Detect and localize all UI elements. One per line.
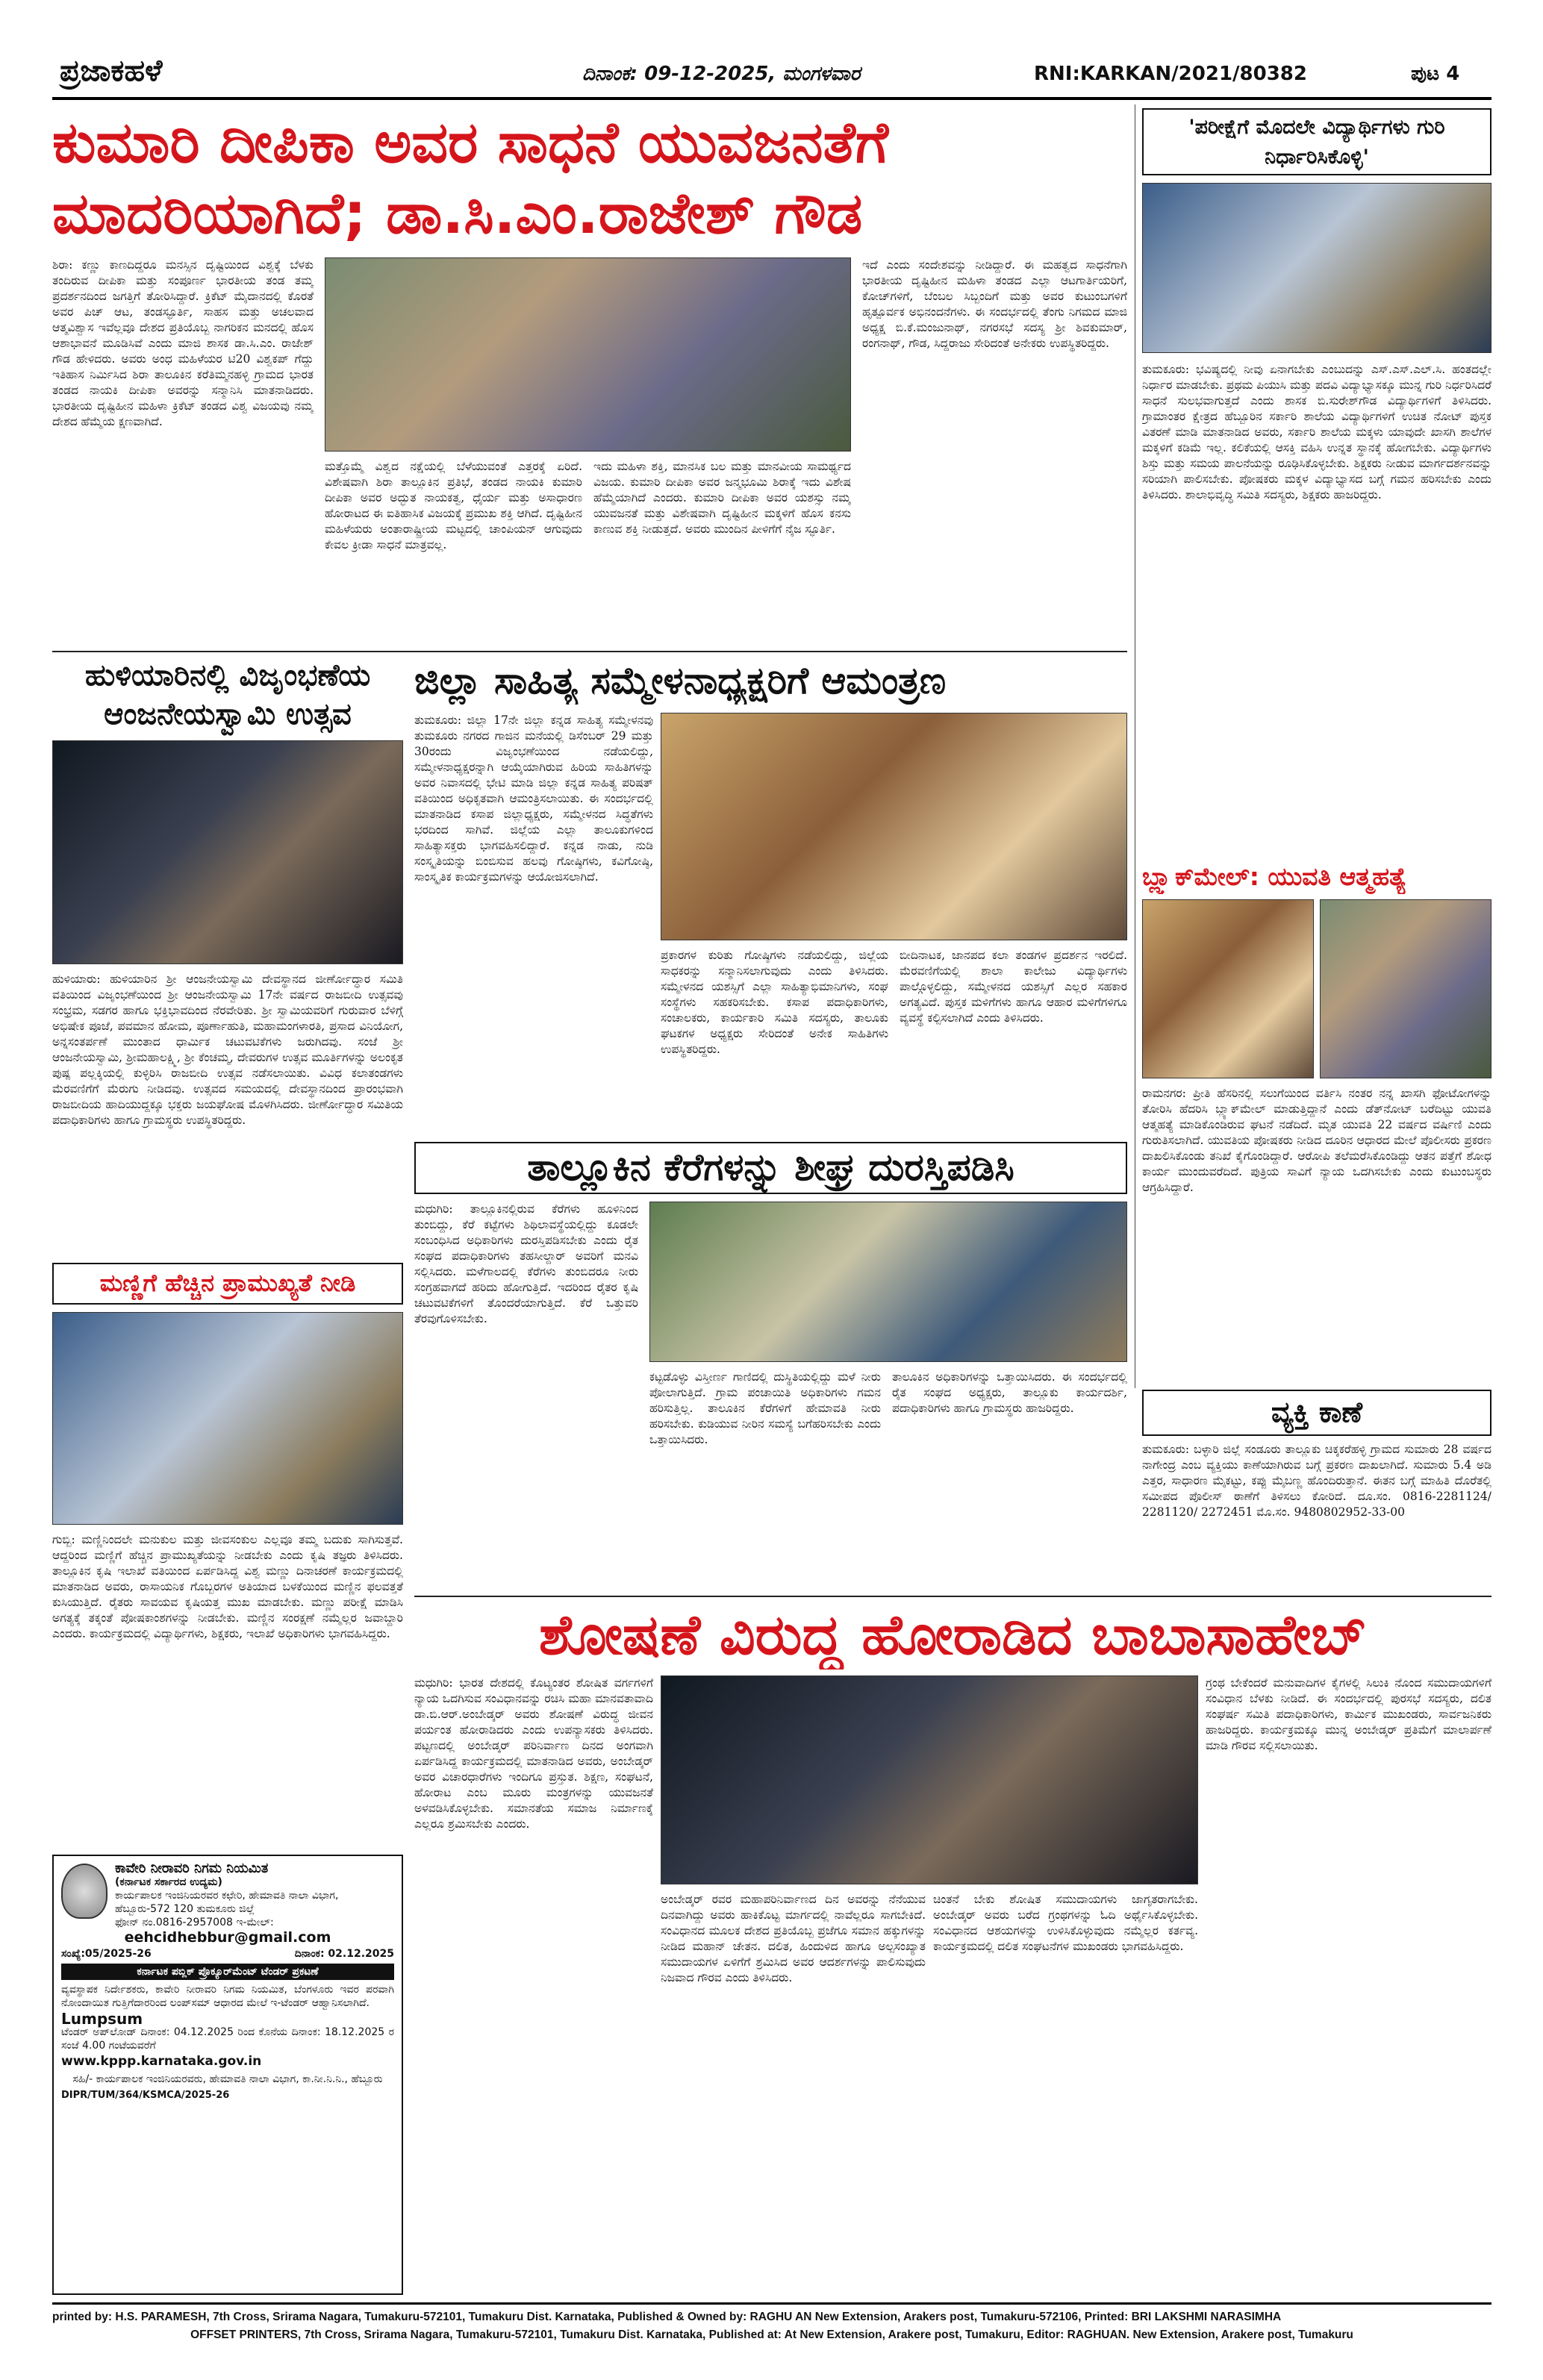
lead-photo — [325, 257, 851, 452]
tender-ref-no: ಸಂಖ್ಯೆ:05/2025-26 — [61, 1948, 152, 1960]
vyakti-body: ತುಮಕೂರು: ಬಳ್ಳಾರಿ ಜಿಲ್ಲೆ ಸಂಡೂರು ತಾಲ್ಲೂಕು ಚಿಕ್ಕಕರೆಹಳ್ಳಿ ಗ್ರಾಮದ ಸುಮಾರು 28 ವರ್ಷದ ನಾಗೇಂದ್ರ ಎಂಬ ವ್ಯಕ್ತಿಯು ಕಾಣೆಯಾಗಿರುವ ಬಗ್ಗೆ ಪ್ರಕರಣ ದಾಖಲಾಗಿದೆ. ಸುಮಾರು 5.4 ಅಡಿ ಎತ್ತರ, ಸಾಧಾರಣ ಮೈಕಟ್ಟು, ಕಪ್ಪು ಮೈಬಣ್ಣ ಹೊಂದಿರುತ್ತಾನೆ. ಈತನ ಬಗ್ಗೆ ಮಾಹಿತಿ ದೊರೆತಲ್ಲಿ ಸಮೀಪದ ಪೊಲೀಸ್ ಠಾಣೆಗೆ ತಿಳಿಸಲು ಕೋರಿದೆ. ದೂ.ಸಂ. 0816-2281124/ 2281120/ 2272451 ಮೊ.ಸಂ. 9480802952-33-00 — [1142, 1443, 1491, 1519]
masthead-rule — [52, 97, 1491, 100]
divider-row4 — [414, 1596, 1491, 1597]
vyakti-headline: ವ್ಯಕ್ತಿ ಕಾಣೆ — [1142, 1390, 1491, 1436]
lead-col1: ಶಿರಾ: ಕಣ್ಣು ಕಾಣದಿದ್ದರೂ ಮನಸ್ಸಿನ ದೃಷ್ಟಿಯಿಂದ ವಿಶ್ವಕ್ಕೆ ಬೆಳಕು ತಂದಿರುವ ದೀಪಿಕಾ ಮತ್ತು ಸಂಪೂರ್ಣ ಭಾರತೀಯ ತಂಡ ತಮ್ಮ ಪ್ರದರ್ಶನದಿಂದ ಜಗತ್ತಿಗೆ ತೋರಿಸಿದ್ದಾರೆ. ಕ್ರಿಕೆಟ್ ಮೈದಾನದಲ್ಲಿ ಕೊರತೆ ಅವರ ಪಿಚ್ ಆಟ, ತಂಡಸ್ಫೂರ್ತಿ, ಸಾಹಸ ಮತ್ತು ಅಚಲವಾದ ಆತ್ಮವಿಶ್ವಾಸ ಇವೆಲ್ಲವೂ ದೇಶದ ಪ್ರತಿಯೊಬ್ಬ ನಾಗರಿಕನ ಮನದಲ್ಲಿ ಹೊಸ ಆಶಾಭಾವನೆ ಮೂಡಿಸಿವೆ ಎಂದು ಮಾಜಿ ಶಾಸಕ ಡಾ.ಸಿ.ಎಂ. ರಾಜೇಶ್ ಗೌಡ ಹೇಳಿದರು. ಅವರು ಅಂಧ ಮಹಿಳೆಯರ ಟಿ20 ವಿಶ್ವಕಪ್ ಗೆದ್ದು ಇತಿಹಾಸ ನಿರ್ಮಿಸಿದ ಶಿರಾ ತಾಲೂಕಿನ ಕರೆತಿಮ್ಮನಹಳ್ಳಿ ಗ್ರಾಮದ ಭಾರತ ತಂಡದ ನಾಯಕಿ ದೀಪಿಕಾ ಅವರನ್ನು ಸನ್ಮಾನಿಸಿ ಮಾತನಾಡಿದರು. ಭಾರತೀಯ ದೃಷ್ಟಿಹೀನ ಮಹಿಳಾ ಕ್ರಿಕೆಟ್ ತಂಡದ ವಿಶ್ವ ವಿಜಯವು ನಮ್ಮ ದೇಶದ ಹೆಮ್ಮೆಯ ಕ್ಷಣವಾಗಿದೆ. — [52, 258, 314, 428]
shoshane-col4: ಗ್ರಂಥ ಬೇಕೆಂದರೆ ಮನುವಾದಿಗಳ ಕೈಗಳಲ್ಲಿ ಸಿಲುಕಿ ನೊಂದ ಸಮುದಾಯಗಳಿಗೆ ಸಂವಿಧಾನ ಬೆಳಕು ನೀಡಿದೆ. ಈ ಸಂದರ್ಭದಲ್ಲಿ ಪುರಸಭೆ ಸದಸ್ಯರು, ದಲಿತ ಸಂಘರ್ಷ ಸಮಿತಿ ಪದಾಧಿಕಾರಿಗಳು, ಕಾರ್ಮಿಕ ಮುಖಂಡರು, ಸಾರ್ವಜನಿಕರು ಹಾಜರಿದ್ದರು. ಕಾರ್ಯಕ್ರಮಕ್ಕೂ ಮುನ್ನ ಅಂಬೇಡ್ಕರ್ ಪ್ರತಿಮೆಗೆ ಮಾಲಾರ್ಪಣೆ ಮಾಡಿ ಗೌರವ ಸಲ್ಲಿಸಲಾಯಿತು. — [1206, 1676, 1491, 1752]
shoshane-col2: ಅಂಬೇಡ್ಕರ್ ರವರ ಮಹಾಪರಿನಿರ್ವಾಣದ ದಿನ ಅವರನ್ನು ನೆನೆಯುವ ದಿನವಾಗಿದ್ದು ಅವರು ಹಾಕಿಕೊಟ್ಟ ಮಾರ್ಗದಲ್ಲಿ ನಾವೆಲ್ಲರೂ ಸಾಗಬೇಕಿದೆ. ಸಂವಿಧಾನದ ಮೂಲಕ ದೇಶದ ಪ್ರತಿಯೊಬ್ಬ ಪ್ರಜೆಗೂ ಸಮಾನ ಹಕ್ಕುಗಳನ್ನು ನೀಡಿದ ಮಹಾನ್ ಚೇತನ. ದಲಿತ, ಹಿಂದುಳಿದ ಹಾಗೂ ಅಲ್ಪಸಂಖ್ಯಾತ ಸಮುದಾಯಗಳ ಏಳಿಗೆಗೆ ಶ್ರಮಿಸಿದ ಅವರ ಆದರ್ಶಗಳನ್ನು ಪಾಲಿಸುವುದು ನಿಜವಾದ ಗೌರವ ಎಂದು ತಿಳಿಸಿದರು. — [661, 1893, 926, 1984]
lead-col3: ಇದು ಮಹಿಳಾ ಶಕ್ತಿ, ಮಾನಸಿಕ ಬಲ ಮತ್ತು ಮಾನವೀಯ ಸಾಮರ್ಥ್ಯದ ವಿಜಯ. ಕುಮಾರಿ ದೀಪಿಕಾ ಅವರ ಜನ್ಮಭೂಮಿ ಶಿರಾಕ್ಕೆ ಇದು ವಿಶೇಷ ಹೆಮ್ಮೆಯಾಗಿದೆ ಎಂದರು. ಕುಮಾರಿ ದೀಪಿಕಾ ಅವರ ಯಶಸ್ಸು ನಮ್ಮ ಯುವಜನತೆ ಮತ್ತು ವಿಶೇಷವಾಗಿ ದೃಷ್ಟಿಹೀನ ಮಕ್ಕಳಿಗೆ ಹೊಸ ಕನಸು ಕಾಣುವ ಶಕ್ತಿ ನೀಡುತ್ತದೆ. ಅವರು ಮುಂದಿನ ಪೀಳಿಗೆಗೆ ನೈಜ ಸ್ಫೂರ್ತಿ. — [593, 460, 851, 536]
tender-org-line1: ಕಾವೇರಿ ನೀರಾವರಿ ನಿಗಮ ನಿಯಮಿತ — [115, 1861, 269, 1876]
tender-office: ಕಾರ್ಯಪಾಲಕ ಇಂಜಿನಿಯರವರ ಕಛೇರಿ, ಹೇಮಾವತಿ ನಾಲಾ ವಿಭಾಗ, ಹೆಬ್ಬೂರು-572 120 ತುಮಕೂರು ಜಿಲ್ಲೆ — [115, 1890, 339, 1915]
sidebar-top-headline: 'ಪರೀಕ್ಷೆಗೆ ಮೊದಲೇ ವಿದ್ಯಾರ್ಥಿಗಳು ಗುರಿ ನಿರ್ಧಾರಿಸಿಕೊಳ್ಳಿ' — [1142, 108, 1491, 175]
blackmail-body: ರಾಮನಗರ: ಪ್ರೀತಿ ಹೆಸರಿನಲ್ಲಿ ಸಲುಗೆಯಿಂದ ವರ್ತಿಸಿ ನಂತರ ನನ್ನ ಖಾಸಗಿ ಫೋಟೋಗಳನ್ನು ತೋರಿಸಿ ಹೆದರಿಸಿ ಬ್ಲ್ಯಾಕ್‌ಮೇಲ್ ಮಾಡುತ್ತಿದ್ದಾನೆ ಎಂದು ಡೆತ್‌ನೋಟ್ ಬರೆದಿಟ್ಟು ಯುವತಿ ಆತ್ಮಹತ್ಯೆ ಮಾಡಿಕೊಂಡಿರುವ ಘಟನೆ ನಡೆದಿದೆ. ಮೃತ ಯುವತಿ 22 ವರ್ಷದ ವರ್ಷಿಣಿ ಎಂದು ಗುರುತಿಸಲಾಗಿದೆ. ಯುವತಿಯ ಪೋಷಕರು ನೀಡಿದ ದೂರಿನ ಆಧಾರದ ಮೇಲೆ ಪೊಲೀಸರು ಪ್ರಕರಣ ದಾಖಲಿಸಿಕೊಂಡು ತನಿಖೆ ಕೈಗೊಂಡಿದ್ದಾರೆ. ಆರೋಪಿ ತಲೆಮರೆಸಿಕೊಂಡಿದ್ದು ಆತನ ಪತ್ತೆಗೆ ಶೋಧ ಕಾರ್ಯ ಮುಂದುವರೆದಿದೆ. ಪುತ್ರಿಯ ಸಾವಿಗೆ ನ್ಯಾಯ ಒದಗಿಸಬೇಕು ಎಂದು ಕುಟುಂಬಸ್ಥರು ಆಗ್ರಹಿಸಿದ್ದಾರೆ. — [1142, 1087, 1491, 1194]
footer-line2: OFFSET PRINTERS, 7th Cross, Srirama Nagara, Tumakuru-572101, Tumakuru Dist. Karnataka, Published at: At New Extension, Arakere post, Tumakuru, Editor: RAGHUAN. New Extension, Arakere post, Tumakuru — [190, 2329, 1353, 2341]
mannu-body: ಗುಬ್ಬಿ: ಮಣ್ಣಿನಿಂದಲೇ ಮನುಕುಲ ಮತ್ತು ಜೀವಸಂಕುಲ ಎಲ್ಲವೂ ತಮ್ಮ ಬದುಕು ಸಾಗಿಸುತ್ತವೆ. ಆದ್ದರಿಂದ ಮಣ್ಣಿಗೆ ಹೆಚ್ಚಿನ ಪ್ರಾಮುಖ್ಯತೆಯನ್ನು ನೀಡಬೇಕು ಎಂದು ಕೃಷಿ ತಜ್ಞರು ತಿಳಿಸಿದರು. ತಾಲ್ಲೂಕಿನ ಕೃಷಿ ಇಲಾಖೆ ವತಿಯಿಂದ ಏರ್ಪಡಿಸಿದ್ದ ವಿಶ್ವ ಮಣ್ಣು ದಿನಾಚರಣೆ ಕಾರ್ಯಕ್ರಮದಲ್ಲಿ ಮಾತನಾಡಿದ ಅವರು, ರಾಸಾಯನಿಕ ಗೊಬ್ಬರಗಳ ಅತಿಯಾದ ಬಳಕೆಯಿಂದ ಮಣ್ಣಿನ ಫಲವತ್ತತೆ ಕುಸಿಯುತ್ತಿದೆ. ರೈತರು ಸಾವಯವ ಕೃಷಿಯತ್ತ ಮುಖ ಮಾಡಬೇಕು. ಮಣ್ಣು ಪರೀಕ್ಷೆ ಮಾಡಿಸಿ ಅಗತ್ಯಕ್ಕೆ ತಕ್ಕಂತೆ ಪೋಷಕಾಂಶಗಳನ್ನು ನೀಡಬೇಕು. ಮಣ್ಣಿನ ಸಂರಕ್ಷಣೆ ನಮ್ಮೆಲ್ಲರ ಜವಾಬ್ದಾರಿ ಎಂದರು. ಕಾರ್ಯಕ್ರಮದಲ್ಲಿ ವಿದ್ಯಾರ್ಥಿಗಳು, ಶಿಕ್ಷಕರು, ಇಲಾಖೆ ಅಧಿಕಾರಿಗಳು ಭಾಗವಹಿಸಿದ್ದರು. — [52, 1533, 403, 1640]
sahitya-col2: ಪ್ರಕಾರಗಳ ಕುರಿತು ಗೋಷ್ಠಿಗಳು ನಡೆಯಲಿದ್ದು, ಜಿಲ್ಲೆಯ ಸಾಧಕರನ್ನು ಸನ್ಮಾನಿಸಲಾಗುವುದು ಎಂದು ತಿಳಿಸಿದರು. ಸಮ್ಮೇಳನದ ಯಶಸ್ಸಿಗೆ ಎಲ್ಲಾ ಸಾಹಿತ್ಯಾಭಿಮಾನಿಗಳು, ಸಂಘ ಸಂಸ್ಥೆಗಳು ಸಹಕರಿಸಬೇಕು. ಕಸಾಪ ಪದಾಧಿಕಾರಿಗಳು, ಸಂಚಾಲಕರು, ಕಾರ್ಯಕಾರಿ ಸಮಿತಿ ಸದಸ್ಯರು, ತಾಲೂಕು ಘಟಕಗಳ ಅಧ್ಯಕ್ಷರು ಸೇರಿದಂತೆ ಅನೇಕ ಸಾಹಿತಿಗಳು ಉಪಸ್ಥಿತರಿದ್ದರು. — [661, 949, 888, 1056]
tender-website[interactable]: www.kppp.karnataka.gov.in — [61, 2054, 262, 2069]
tender-title-bar: ಕರ್ನಾಟಕ ಪಬ್ಲಿಕ್ ಪ್ರೊಕ್ಯೂರ್‌ಮೆಂಟ್ ಟೆಂಡರ್ ಪ್ರಕಟಣೆ — [61, 1964, 394, 1980]
footer-line1: printed by: H.S. PARAMESH, 7th Cross, Srirama Nagara, Tumakuru-572101, Tumakuru Dist. Karnataka, Published & Owned by: RAGHU AN New Extension, Arakers post, Tumakuru-572106, Printed: BRI LAKSHMI NARASIMHA — [52, 2311, 1282, 2323]
tender-emblem-icon — [61, 1864, 107, 1919]
blackmail-photo-right — [1320, 899, 1491, 1078]
tender-org-line2: (ಕರ್ನಾಟಕ ಸರ್ಕಾರದ ಉದ್ಯಮ) — [115, 1876, 222, 1888]
lead-col2: ಮತ್ತೊಮ್ಮೆ ವಿಶ್ವದ ನಕ್ಷೆಯಲ್ಲಿ ಬೆಳೆಯುವಂತೆ ಎತ್ತರಕ್ಕೆ ಏರಿದೆ. ವಿಶೇಷವಾಗಿ ಶಿರಾ ತಾಲ್ಲೂಕಿನ ಪ್ರತಿಭೆ, ತಂಡದ ನಾಯಕಿ ಕುಮಾರಿ ದೀಪಿಕಾ ಅವರ ಅದ್ಭುತ ನಾಯಕತ್ವ, ಧೈರ್ಯ ಮತ್ತು ಅಸಾಧಾರಣ ಹೋರಾಟದ ಈ ಐತಿಹಾಸಿಕ ವಿಜಯಕ್ಕೆ ಪ್ರಮುಖ ಶಕ್ತಿ ಆಗಿದೆ. ದೃಷ್ಟಿಹೀನ ಮಹಿಳೆಯರು ಅಂತಾರಾಷ್ಟ್ರೀಯ ಮಟ್ಟದಲ್ಲಿ ಚಾಂಪಿಯನ್ ಆಗುವುದು ಕೇವಲ ಕ್ರೀಡಾ ಸಾಧನೆ ಮಾತ್ರವಲ್ಲ. — [325, 460, 582, 552]
shoshane-photo — [661, 1675, 1198, 1884]
sahitya-photo — [661, 713, 1127, 940]
tender-phone: ಫೋನ್ ನಂ.0816-2957008 ಇ-ಮೇಲ್: — [115, 1917, 274, 1928]
sahitya-col1: ತುಮಕೂರು: ಜಿಲ್ಲಾ 17ನೇ ಜಿಲ್ಲಾ ಕನ್ನಡ ಸಾಹಿತ್ಯ ಸಮ್ಮೇಳನವು ತುಮಕೂರು ನಗರದ ಗಾಜಿನ ಮನೆಯಲ್ಲಿ ಡಿಸೆಂಬರ್ 29 ಮತ್ತು 30ರಂದು ವಿಜೃಂಭಣೆಯಿಂದ ನಡೆಯಲಿದ್ದು, ಸಮ್ಮೇಳನಾಧ್ಯಕ್ಷರನ್ನಾಗಿ ಆಯ್ಕೆಯಾಗಿರುವ ಹಿರಿಯ ಸಾಹಿತಿಗಳನ್ನು ಅವರ ನಿವಾಸದಲ್ಲಿ ಭೇಟಿ ಮಾಡಿ ಜಿಲ್ಲಾ ಕನ್ನಡ ಸಾಹಿತ್ಯ ಪರಿಷತ್ ವತಿಯಿಂದ ಅಧಿಕೃತವಾಗಿ ಆಮಂತ್ರಿಸಲಾಯಿತು. ಈ ಸಂದರ್ಭದಲ್ಲಿ ಮಾತನಾಡಿದ ಕಸಾಪ ಜಿಲ್ಲಾಧ್ಯಕ್ಷರು, ಸಮ್ಮೇಳನದ ಸಿದ್ಧತೆಗಳು ಭರದಿಂದ ಸಾಗಿವೆ. ಜಿಲ್ಲೆಯ ಎಲ್ಲಾ ತಾಲೂಕುಗಳಿಂದ ಸಾಹಿತ್ಯಾಸಕ್ತರು ಭಾಗವಹಿಸಲಿದ್ದಾರೆ. ಕನ್ನಡ ನಾಡು, ನುಡಿ ಸಂಸ್ಕೃತಿಯನ್ನು ಬಿಂಬಿಸುವ ಹಲವು ಗೋಷ್ಠಿಗಳು, ಕವಿಗೋಷ್ಠಿ, ಸಾಂಸ್ಕೃತಿಕ ಕಾರ್ಯಕ್ರಮಗಳನ್ನು ಆಯೋಜಿಸಲಾಗಿದೆ. — [414, 713, 653, 884]
lead-headline-line2: ಮಾದರಿಯಾಗಿದೆ; ಡಾ.ಸಿ.ಎಂ.ರಾಜೇಶ್ ಗೌಡ — [52, 180, 863, 246]
kere-col2: ಕಟ್ಟಡೊಳ್ಳು ವಿಸ್ತೀರ್ಣ ಗಾಣಿದಲ್ಲಿ ದುಸ್ಥಿತಿಯಲ್ಲಿದ್ದು ಮಳೆ ನೀರು ಪೋಲಾಗುತ್ತಿದೆ. ಗ್ರಾಮ ಪಂಚಾಯಿತಿ ಅಧಿಕಾರಿಗಳು ಗಮನ ಹರಿಸುತ್ತಿಲ್ಲ. ತಾಲೂಕಿನ ಕೆರೆಗಳಿಗೆ ಹೇಮಾವತಿ ನೀರು ಹರಿಸಬೇಕು. ಕುಡಿಯುವ ನೀರಿನ ಸಮಸ್ಯೆ ಬಗೆಹರಿಸಬೇಕು ಎಂದು ಒತ್ತಾಯಿಸಿದರು. — [649, 1370, 881, 1446]
sahitya-col3: ಬೀದಿನಾಟಕ, ಜಾನಪದ ಕಲಾ ತಂಡಗಳ ಪ್ರದರ್ಶನ ಇರಲಿದೆ. ಮೆರವಣಿಗೆಯಲ್ಲಿ ಶಾಲಾ ಕಾಲೇಜು ವಿದ್ಯಾರ್ಥಿಗಳು ಪಾಲ್ಗೊಳ್ಳಲಿದ್ದು, ಸಮ್ಮೇಳನದ ಯಶಸ್ಸಿಗೆ ಎಲ್ಲರ ಸಹಕಾರ ಅಗತ್ಯವಿದೆ. ಪುಸ್ತಕ ಮಳಿಗೆಗಳು ಹಾಗೂ ಆಹಾರ ಮಳಿಗೆಗಳಿಗೂ ವ್ಯವಸ್ಥೆ ಕಲ್ಪಿಸಲಾಗಿದೆ ಎಂದು ತಿಳಿಸಿದರು. — [900, 949, 1127, 1025]
divider-row2 — [52, 651, 1127, 652]
paper-name: ಪ್ರಜಾಕಹಳೆ — [60, 54, 163, 88]
footer-rule — [52, 2302, 1491, 2305]
date-line: ದಿನಾಂಕ: 09-12-2025, ಮಂಗಳವಾರ — [582, 63, 861, 85]
kere-photo — [649, 1202, 1127, 1362]
tender-ref-date: ದಿನಾಂಕ: 02.12.2025 — [294, 1948, 394, 1960]
tender-dipr: DIPR/TUM/364/KSMCA/2025-26 — [61, 2090, 230, 2101]
tender-email: eehcidhebbur@gmail.com — [124, 1929, 331, 1946]
page-label: ಪುಟ 4 — [1411, 63, 1460, 85]
tender-signoff: ಸಹಿ/- ಕಾರ್ಯಪಾಲಕ ಇಂಜಿನಿಯರವರು, ಹೇಮಾವತಿ ನಾಲಾ ವಿಭಾಗ, ಕಾ.ನೀ.ನಿ.ನಿ., ಹೆಬ್ಬೂರು — [72, 2073, 383, 2085]
tender-lumpsum: Lumpsum — [61, 2010, 143, 2028]
mannu-photo — [52, 1312, 403, 1525]
blackmail-photo-left — [1142, 899, 1314, 1078]
halli-headline-line1: ಹುಳಿಯಾರಿನಲ್ಲಿ ವಿಜೃಂಭಣೆಯ — [84, 658, 371, 693]
sahitya-headline: ಜಿಲ್ಲಾ ಸಾಹಿತ್ಯ ಸಮ್ಮೇಳನಾಧ್ಯಕ್ಷರಿಗೆ ಆಮಂತ್ರಣ — [414, 659, 947, 702]
halli-photo — [52, 740, 403, 964]
halli-headline-line2: ಆಂಜನೇಯಸ್ವಾಮಿ ಉತ್ಸವ — [104, 697, 352, 731]
sidebar-top-photo — [1142, 183, 1491, 353]
shoshane-headline: ಶೋಷಣೆ ವಿರುದ್ಧ ಹೋರಾಡಿದ ಬಾಬಾಸಾಹೇಬ್ — [539, 1603, 1367, 1667]
shoshane-col1: ಮಧುಗಿರಿ: ಭಾರತ ದೇಶದಲ್ಲಿ ಕೊಟ್ಯಂತರ ಶೋಷಿತ ವರ್ಗಗಳಿಗೆ ನ್ಯಾಯ ಒದಗಿಸುವ ಸಂವಿಧಾನವನ್ನು ರಚಿಸಿ ಮಹಾ ಮಾನವತಾವಾದಿ ಡಾ.ಬಿ.ಆರ್.ಅಂಬೇಡ್ಕರ್ ಅವರು ಶೋಷಣೆ ವಿರುದ್ಧ ಜೀವನ ಪರ್ಯಂತ ಹೋರಾಡಿದರು ಎಂದು ಉಪನ್ಯಾಸಕರು ತಿಳಿಸಿದರು. ಪಟ್ಟಣದಲ್ಲಿ ಅಂಬೇಡ್ಕರ್ ಪರಿನಿರ್ವಾಣ ದಿನದ ಅಂಗವಾಗಿ ಏರ್ಪಡಿಸಿದ್ದ ಕಾರ್ಯಕ್ರಮದಲ್ಲಿ ಮಾತನಾಡಿದ ಅವರು, ಅಂಬೇಡ್ಕರ್ ಅವರ ವಿಚಾರಧಾರೆಗಳು ಇಂದಿಗೂ ಪ್ರಸ್ತುತ. ಶಿಕ್ಷಣ, ಸಂಘಟನೆ, ಹೋರಾಟ ಎಂಬ ಮೂರು ಮಂತ್ರಗಳನ್ನು ಯುವಜನತೆ ಅಳವಡಿಸಿಕೊಳ್ಳಬೇಕು. ಸಮಾನತೆಯ ಸಮಾಜ ನಿರ್ಮಾಣಕ್ಕೆ ಎಲ್ಲರೂ ಶ್ರಮಿಸಬೇಕು ಎಂದರು. — [414, 1676, 653, 1831]
kere-col1: ಮಧುಗಿರಿ: ತಾಲ್ಲೂಕಿನಲ್ಲಿರುವ ಕೆರೆಗಳು ಹೂಳಿನಿಂದ ತುಂಬಿದ್ದು, ಕೆರೆ ಕಟ್ಟೆಗಳು ಶಿಥಿಲಾವಸ್ಥೆಯಲ್ಲಿದ್ದು ಕೂಡಲೇ ಸಂಬಂಧಿಸಿದ ಅಧಿಕಾರಿಗಳು ದುರಸ್ತಿಪಡಿಸಬೇಕು ಎಂದು ರೈತ ಸಂಘದ ಪದಾಧಿಕಾರಿಗಳು ತಹಸೀಲ್ದಾರ್ ಅವರಿಗೆ ಮನವಿ ಸಲ್ಲಿಸಿದರು. ಮಳೆಗಾಲದಲ್ಲಿ ಕೆರೆಗಳು ತುಂಬಿದರೂ ನೀರು ಸಂಗ್ರಹವಾಗದೆ ಹರಿದು ಹೋಗುತ್ತಿದೆ. ಇದರಿಂದ ರೈತರ ಕೃಷಿ ಚಟುವಟಿಕೆಗಳಿಗೆ ತೊಂದರೆಯಾಗುತ್ತಿದೆ. ಕೆರೆ ಒತ್ತುವರಿ ತೆರವುಗೊಳಿಸಬೇಕು. — [414, 1202, 638, 1325]
blackmail-headline: ಬ್ಲ್ಯಾಕ್‌ಮೇಲ್: ಯುವತಿ ಆತ್ಮಹತ್ಯೆ — [1142, 862, 1407, 891]
kere-col3: ತಾಲೂಕಿನ ಅಧಿಕಾರಿಗಳನ್ನು ಒತ್ತಾಯಿಸಿದರು. ಈ ಸಂದರ್ಭದಲ್ಲಿ ರೈತ ಸಂಘದ ಅಧ್ಯಕ್ಷರು, ತಾಲ್ಲೂಕು ಕಾರ್ಯದರ್ಶಿ, ಪದಾಧಿಕಾರಿಗಳು ಹಾಗೂ ಗ್ರಾಮಸ್ಥರು ಹಾಜರಿದ್ದರು. — [892, 1370, 1127, 1415]
tender-ad — [52, 1855, 403, 2295]
shoshane-col3: ಚಿಂತನೆ ಬೇಕು ಶೋಷಿತ ಸಮುದಾಯಗಳು ಜಾಗೃತರಾಗಬೇಕು. ಅಂಬೇಡ್ಕರ್ ಅವರು ಬರೆದ ಗ್ರಂಥಗಳನ್ನು ಓದಿ ಅರ್ಥೈಸಿಕೊಳ್ಳಬೇಕು. ಸಂವಿಧಾನದ ಆಶಯಗಳನ್ನು ಉಳಿಸಿಕೊಳ್ಳುವುದು ನಮ್ಮೆಲ್ಲರ ಕರ್ತವ್ಯ. ಕಾರ್ಯಕ್ರಮದಲ್ಲಿ ದಲಿತ ಸಂಘಟನೆಗಳ ಮುಖಂಡರು ಭಾಗವಹಿಸಿದ್ದರು. — [933, 1893, 1198, 1953]
tender-dates: ಟೆಂಡರ್ ಅಪ್‌ಲೋಡ್ ದಿನಾಂಕ: 04.12.2025 ರಿಂದ ಕೊನೆಯ ದಿನಾಂಕ: 18.12.2025 ರ ಸಂಜೆ 4.00 ಗಂಟೆಯವರೆಗೆ — [61, 2026, 394, 2052]
kere-headline: ತಾಲ್ಲೂಕಿನ ಕೆರೆಗಳನ್ನು ಶೀಘ್ರ ದುರಸ್ತಿಪಡಿಸಿ — [414, 1142, 1127, 1194]
halli-body: ಹುಳಿಯಾರು: ಹುಳಿಯಾರಿನ ಶ್ರೀ ಆಂಜನೇಯಸ್ವಾಮಿ ದೇವಸ್ಥಾನದ ಜೀರ್ಣೋದ್ಧಾರ ಸಮಿತಿ ವತಿಯಿಂದ ವಿಜೃಂಭಣೆಯಿಂದ ಶ್ರೀ ಆಂಜನೇಯಸ್ವಾಮಿ 17ನೇ ವರ್ಷದ ರಾಜಬೀದಿ ಉತ್ಸವವು ಸಂಭ್ರಮ, ಸಡಗರ ಹಾಗೂ ಭಕ್ತಿಭಾವದಿಂದ ನೆರವೇರಿತು. ಶ್ರೀ ಸ್ವಾಮಿಯವರಿಗೆ ಗುರುವಾರ ಬೆಳಿಗ್ಗೆ ಅಭಿಷೇಕ ಪೂಜೆ, ಪವಮಾನ ಹೋಮ, ಪೂರ್ಣಾಹುತಿ, ಮಹಾಮಂಗಳಾರತಿ, ಪ್ರಸಾದ ವಿನಿಯೋಗ, ಅನ್ನಸಂತರ್ಪಣೆ ಮುಂತಾದ ಧಾರ್ಮಿಕ ಚಟುವಟಿಕೆಗಳು ಜರುಗಿದವು. ಸಂಜೆ ಶ್ರೀ ಆಂಜನೇಯಸ್ವಾಮಿ, ಶ್ರೀಮಹಾಲಕ್ಷ್ಮಿ, ಶ್ರೀ ಕೆಂಚಮ್ಮ, ದೇವರುಗಳ ಉತ್ಸವ ಮೂರ್ತಿಗಳನ್ನು ಅಲಂಕೃತ ಪುಷ್ಪ ಪಲ್ಲಕ್ಕಿಯಲ್ಲಿ ಕುಳ್ಳಿರಿಸಿ ರಾಜಬೀದಿ ಉತ್ಸವ ನಡೆಸಲಾಯಿತು. ವಿವಿಧ ಕಲಾತಂಡಗಳು ಮೆರವಣಿಗೆಗೆ ಮೆರುಗು ನೀಡಿದವು. ಉತ್ಸವದ ಸಮಯದಲ್ಲಿ ದೇವಸ್ಥಾನದಿಂದ ಪ್ರಾರಂಭವಾಗಿ ರಾಜಬೀದಿಯ ಹಾದಿಯುದ್ದಕ್ಕೂ ಭಕ್ತರು ಜಯಘೋಷ ಮೊಳಗಿಸಿದರು. ಜೀರ್ಣೋದ್ಧಾರ ಸಮಿತಿಯ ಪದಾಧಿಕಾರಿಗಳು ಹಾಗೂ ಗ್ರಾಮಸ್ಥರು ಉಪಸ್ಥಿತರಿದ್ದರು. — [52, 972, 403, 1127]
lead-col4: ಇದೆ ಎಂದು ಸಂದೇಶವನ್ನು ನೀಡಿದ್ದಾರೆ. ಈ ಮಹತ್ವದ ಸಾಧನೆಗಾಗಿ ಭಾರತೀಯ ದೃಷ್ಟಿಹೀನ ಮಹಿಳಾ ತಂಡದ ಎಲ್ಲಾ ಆಟಗಾರ್ತಿಯರಿಗೆ, ಕೋಚ್‌ಗಳಿಗೆ, ಬೆಂಬಲ ಸಿಬ್ಬಂದಿಗೆ ಮತ್ತು ಅವರ ಕುಟುಂಬಗಳಿಗೆ ಹೃತ್ಪೂರ್ವಕ ಅಭಿನಂದನೆಗಳು. ಈ ಸಂದರ್ಭದಲ್ಲಿ ತೆಂಗು ನಿಗಮದ ಮಾಜಿ ಅಧ್ಯಕ್ಷ ಬಿ.ಕೆ.ಮಂಜುನಾಥ್, ನಗರಸಭೆ ಸದಸ್ಯ ಶ್ರೀ ಶಿವಕುಮಾರ್, ರಂಗನಾಥ್, ಗೌಡ, ಸಿದ್ದರಾಜು ಸೇರಿದಂತೆ ಅನೇಕರು ಉಪಸ್ಥಿತರಿದ್ದರು. — [862, 258, 1127, 350]
lead-headline-line1: ಕುಮಾರಿ ದೀಪಿಕಾ ಅವರ ಸಾಧನೆ ಯುವಜನತೆಗೆ — [52, 109, 888, 175]
mannu-headline: ಮಣ್ಣಿಗೆ ಹೆಚ್ಚಿನ ಪ್ರಾಮುಖ್ಯತೆ ನೀಡಿ — [52, 1263, 403, 1305]
rni-number: RNI:KARKAN/2021/80382 — [1034, 63, 1307, 85]
sidebar-top-body: ತುಮಕೂರು: ಭವಿಷ್ಯದಲ್ಲಿ ನೀವು ಏನಾಗಬೇಕು ಎಂಬುದನ್ನು ಎಸ್.ಎಸ್.ಎಲ್.ಸಿ. ಹಂತದಲ್ಲೇ ನಿರ್ಧಾರ ಮಾಡಬೇಕು. ಪ್ರಥಮ ಪಿಯುಸಿ ಮತ್ತು ಪದವಿ ವಿದ್ಯಾಭ್ಯಾಸಕ್ಕೂ ಮುನ್ನ ಗುರಿ ನಿರ್ಧರಿಸಿದರೆ ಸಾಧನೆ ಸುಲಭವಾಗುತ್ತದೆ ಎಂದು ಶಾಸಕ ಬಿ.ಸುರೇಶ್‌ಗೌಡ ವಿದ್ಯಾರ್ಥಿಗಳಿಗೆ ತಿಳಿಸಿದರು. ಗ್ರಾಮಾಂತರ ಕ್ಷೇತ್ರದ ಹೆಬ್ಬೂರಿನ ಸರ್ಕಾರಿ ಶಾಲೆಯ ವಿದ್ಯಾರ್ಥಿಗಳಿಗೆ ಉಚಿತ ನೋಟ್ ಪುಸ್ತಕ ವಿತರಣೆ ಮಾಡಿ ಮಾತನಾಡಿದ ಅವರು, ಸರ್ಕಾರಿ ಶಾಲೆಯ ಮಕ್ಕಳು ಯಾವುದೇ ಖಾಸಗಿ ಶಾಲೆಗಳ ಮಕ್ಕಳಿಗೆ ಕಡಿಮೆ ಇಲ್ಲ. ಕಲಿಕೆಯಲ್ಲಿ ಆಸಕ್ತಿ ವಹಿಸಿ ಉನ್ನತ ಸ್ಥಾನಕ್ಕೆ ಹೋಗಬೇಕು. ವಿದ್ಯಾರ್ಥಿಗಳು ಶಿಸ್ತು ಮತ್ತು ಸಮಯ ಪಾಲನೆಯನ್ನು ರೂಢಿಸಿಕೊಳ್ಳಬೇಕು. ಶಿಕ್ಷಕರು ನೀಡುವ ಮಾರ್ಗದರ್ಶನವನ್ನು ಸರಿಯಾಗಿ ಪಾಲಿಸಬೇಕು. ಪೋಷಕರು ಮಕ್ಕಳ ವಿದ್ಯಾಭ್ಯಾಸದ ಬಗ್ಗೆ ಗಮನ ಹರಿಸಬೇಕು ಎಂದು ತಿಳಿಸಿದರು. ಶಾಲಾಭಿವೃದ್ಧಿ ಸಮಿತಿ ಸದಸ್ಯರು, ಶಿಕ್ಷಕರು ಹಾಜರಿದ್ದರು. — [1142, 363, 1491, 502]
tender-body: ವ್ಯವಸ್ಥಾಪಕ ನಿರ್ದೇಶಕರು, ಕಾವೇರಿ ನೀರಾವರಿ ನಿಗಮ ನಿಯಮಿತ, ಬೆಂಗಳೂರು ಇವರ ಪರವಾಗಿ ನೋಂದಾಯಿತ ಗುತ್ತಿಗೆದಾರರಿಂದ ಲಂಪ್‌ಸಮ್ ಆಧಾರದ ಮೇಲೆ ಇ-ಟೆಂಡರ್ ಆಹ್ವಾನಿಸಲಾಗಿದೆ. — [61, 1984, 394, 2009]
